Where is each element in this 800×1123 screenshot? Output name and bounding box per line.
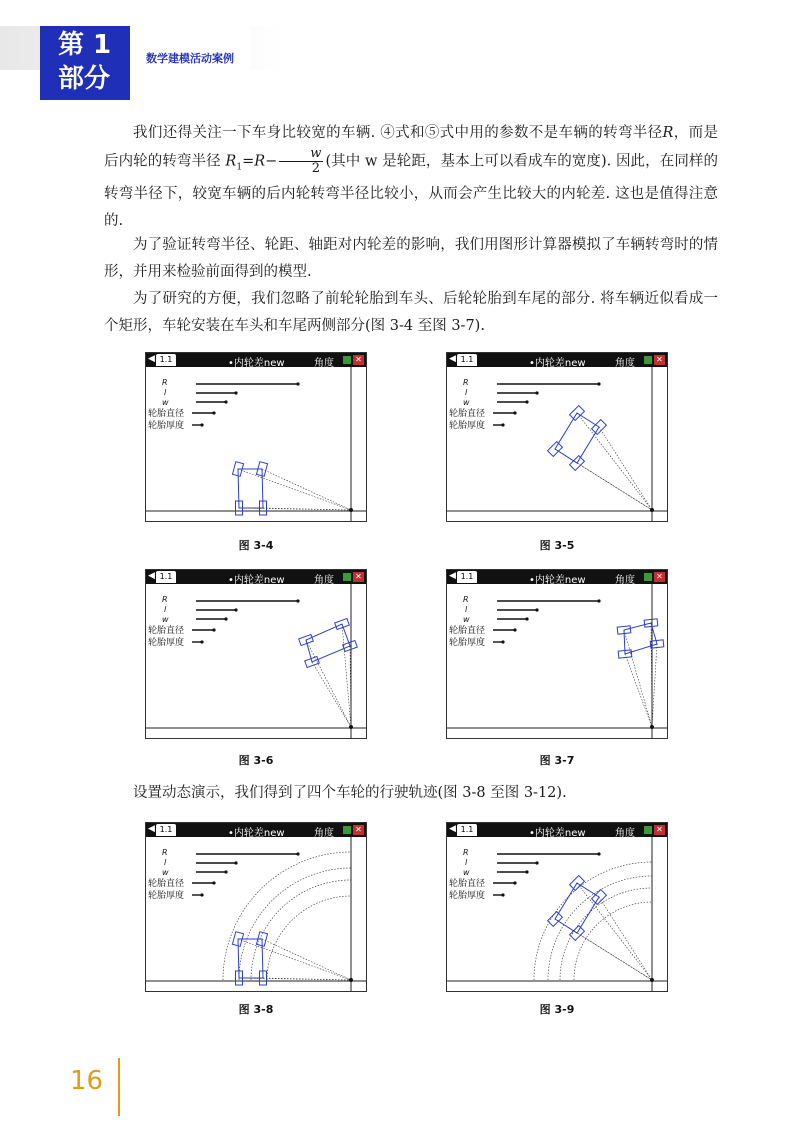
- figure-3: [145, 569, 367, 739]
- calculator-screen: [446, 822, 668, 992]
- document-title: •内轮差new: [529, 575, 586, 586]
- calculator-graph: [447, 584, 668, 739]
- slider-label: w: [162, 615, 169, 624]
- slider-label: l: [465, 858, 468, 867]
- radius-line: [238, 469, 351, 510]
- slider-handle[interactable]: [513, 881, 516, 884]
- back-arrow-icon[interactable]: ◀: [449, 571, 456, 581]
- turning-center: [650, 508, 654, 512]
- turning-center: [650, 978, 654, 982]
- slider-handle[interactable]: [200, 640, 203, 643]
- slider-label: w: [162, 868, 169, 877]
- part-badge-line1: 第 1: [58, 30, 112, 60]
- calculator-titlebar: [447, 823, 667, 837]
- slider-label: 轮胎厚度: [148, 421, 185, 431]
- wheel-trajectory: [223, 852, 351, 980]
- slider-label: R: [463, 848, 469, 857]
- page-tab[interactable]: 1.1: [457, 571, 477, 583]
- fraction-numerator: w: [279, 147, 323, 162]
- p1-text-c: ，而是后内轮的转弯半径: [104, 125, 719, 170]
- slider-handle[interactable]: [597, 382, 600, 385]
- slider-label: 轮胎厚度: [148, 638, 185, 648]
- slider-handle[interactable]: [234, 391, 237, 394]
- close-icon[interactable]: ✕: [654, 825, 665, 835]
- back-arrow-icon[interactable]: ◀: [148, 571, 155, 581]
- paragraph-1: [104, 120, 718, 235]
- wheel-trajectory: [267, 896, 351, 980]
- slider-handle[interactable]: [535, 608, 538, 611]
- paragraph-2: 为了验证转弯半径、轮距、轴距对内轮差的影响，我们用图形计算器模拟了车辆转弯时的情形，并用来检验前面得到的模型.: [104, 237, 718, 280]
- angle-mode: 角度: [615, 358, 635, 369]
- calculator-titlebar: [447, 353, 667, 367]
- back-arrow-icon[interactable]: ◀: [148, 824, 155, 834]
- page-tab[interactable]: 1.1: [457, 354, 477, 366]
- turning-center: [349, 725, 353, 729]
- slider-label: R: [463, 378, 469, 387]
- page-tab[interactable]: 1.1: [156, 824, 176, 836]
- angle-mode: 角度: [314, 828, 334, 839]
- wheel-trajectory: [239, 868, 351, 980]
- radius-line: [577, 883, 652, 980]
- calculator-screen: [145, 569, 367, 739]
- wheel-trajectory: [574, 902, 652, 980]
- back-arrow-icon[interactable]: ◀: [449, 824, 456, 834]
- wheel-trajectory: [560, 888, 652, 980]
- slider-handle[interactable]: [234, 861, 237, 864]
- figure-6: [446, 822, 668, 992]
- document-title: •内轮差new: [228, 358, 285, 369]
- radius-line: [577, 413, 652, 510]
- figure-caption: 图 3-7: [539, 754, 575, 767]
- slider-label: 轮胎厚度: [449, 638, 486, 648]
- slider-handle[interactable]: [200, 423, 203, 426]
- calculator-graph: [146, 837, 367, 992]
- battery-icon: [343, 356, 351, 364]
- slider-handle[interactable]: [296, 382, 299, 385]
- slider-label: 轮胎厚度: [449, 891, 486, 901]
- figure-caption: 图 3-5: [539, 539, 575, 552]
- slider-handle[interactable]: [525, 870, 528, 873]
- car-body: [555, 413, 599, 463]
- document-title: •内轮差new: [228, 575, 285, 586]
- wheel-trajectory: [534, 862, 652, 980]
- p1-sub-1: 1: [236, 162, 243, 173]
- radius-line: [599, 897, 652, 980]
- page-number-divider: [118, 1058, 120, 1116]
- battery-icon: [644, 826, 652, 834]
- radius-line: [312, 662, 351, 727]
- slider-handle[interactable]: [212, 628, 215, 631]
- p1-text-a: 我们还得关注一下车身比较宽的车辆. ④式和⑤式中用的参数不是车辆的转弯半径: [133, 125, 663, 141]
- slider-handle[interactable]: [224, 617, 227, 620]
- slider-handle[interactable]: [525, 617, 528, 620]
- radius-line: [306, 640, 351, 727]
- battery-icon: [343, 826, 351, 834]
- figure-4: [446, 569, 668, 739]
- slider-label: R: [162, 595, 168, 604]
- slider-handle[interactable]: [535, 391, 538, 394]
- figure-2: [446, 352, 668, 522]
- slider-handle[interactable]: [501, 423, 504, 426]
- slider-handle[interactable]: [513, 628, 516, 631]
- slider-handle[interactable]: [212, 881, 215, 884]
- slider-label: w: [463, 868, 470, 877]
- part-badge: [40, 26, 130, 100]
- slider-handle[interactable]: [597, 852, 600, 855]
- back-arrow-icon[interactable]: ◀: [148, 354, 155, 364]
- slider-label: l: [164, 605, 167, 614]
- figure-caption: 图 3-4: [238, 539, 274, 552]
- slider-handle[interactable]: [501, 893, 504, 896]
- slider-handle[interactable]: [597, 599, 600, 602]
- slider-handle[interactable]: [234, 608, 237, 611]
- radius-line: [262, 939, 351, 980]
- formula-fraction: [279, 147, 323, 176]
- slider-handle[interactable]: [212, 411, 215, 414]
- slider-label: w: [463, 398, 470, 407]
- calculator-graph: [447, 367, 668, 522]
- figure-caption: 图 3-8: [238, 1003, 274, 1016]
- slider-label: l: [164, 388, 167, 397]
- angle-mode: 角度: [314, 358, 334, 369]
- page-tab[interactable]: 1.1: [156, 354, 176, 366]
- slider-handle[interactable]: [525, 400, 528, 403]
- slider-handle[interactable]: [200, 893, 203, 896]
- calculator-screen: [145, 352, 367, 522]
- slider-label: l: [465, 605, 468, 614]
- radius-line: [625, 654, 652, 727]
- close-icon[interactable]: ✕: [654, 355, 665, 365]
- calculator-titlebar: [146, 353, 366, 367]
- document-title: •内轮差new: [529, 358, 586, 369]
- wheel-trajectory: [251, 880, 351, 980]
- slider-handle[interactable]: [224, 870, 227, 873]
- slider-handle[interactable]: [296, 599, 299, 602]
- angle-mode: 角度: [314, 575, 334, 586]
- radius-line: [238, 939, 351, 980]
- page-tab[interactable]: 1.1: [156, 571, 176, 583]
- figure-5: [145, 822, 367, 992]
- slider-label: R: [162, 378, 168, 387]
- slider-handle[interactable]: [513, 411, 516, 414]
- calculator-titlebar: [146, 570, 366, 584]
- slider-label: l: [465, 388, 468, 397]
- fraction-denominator: 2: [311, 161, 320, 176]
- calculator-titlebar: [447, 570, 667, 584]
- calculator-graph: [146, 584, 367, 739]
- turning-center: [349, 508, 353, 512]
- slider-label: 轮胎直径: [148, 409, 185, 419]
- battery-icon: [644, 573, 652, 581]
- angle-mode: 角度: [615, 575, 635, 586]
- paragraph-3: 为了研究的方便，我们忽略了前轮轮胎到车头、后轮轮胎到车尾的部分. 将车辆近似看成一个矩形，车轮安装在车头和车尾两侧部分(图 3-4 至图 3-7).: [104, 291, 718, 334]
- radius-line: [624, 630, 652, 727]
- slider-label: 轮胎直径: [148, 879, 185, 889]
- slider-label: 轮胎厚度: [148, 891, 185, 901]
- figure-1: [145, 352, 367, 522]
- slider-label: R: [162, 848, 168, 857]
- document-title: •内轮差new: [529, 828, 586, 839]
- radius-line: [652, 644, 657, 727]
- slider-handle[interactable]: [296, 852, 299, 855]
- p1-var-r: R: [662, 125, 674, 141]
- calculator-screen: [446, 569, 668, 739]
- radius-line: [262, 469, 351, 510]
- slider-handle[interactable]: [535, 861, 538, 864]
- calculator-screen: [145, 822, 367, 992]
- section-subtitle: 数学建模活动案例: [146, 52, 234, 65]
- battery-icon: [343, 573, 351, 581]
- close-icon[interactable]: ✕: [654, 572, 665, 582]
- slider-label: w: [162, 398, 169, 407]
- battery-icon: [644, 356, 652, 364]
- radius-line: [599, 427, 652, 510]
- angle-mode: 角度: [615, 828, 635, 839]
- page-tab[interactable]: 1.1: [457, 824, 477, 836]
- paragraph-4: 设置动态演示，我们得到了四个车轮的行驶轨迹(图 3-8 至图 3-12).: [133, 785, 567, 801]
- slider-label: 轮胎直径: [148, 626, 185, 636]
- radius-line: [342, 624, 351, 727]
- document-title: •内轮差new: [228, 828, 285, 839]
- page-number: 16: [70, 1066, 104, 1096]
- figure-caption: 图 3-9: [539, 1003, 575, 1016]
- slider-label: 轮胎直径: [449, 879, 486, 889]
- calculator-graph: [146, 367, 367, 522]
- calculator-screen: [446, 352, 668, 522]
- calculator-graph: [447, 837, 668, 992]
- p1-var-r1: R: [225, 153, 237, 170]
- figure-caption: 图 3-6: [238, 754, 274, 767]
- slider-label: R: [463, 595, 469, 604]
- slider-label: 轮胎厚度: [449, 421, 486, 431]
- p1-formula-eq: =R−: [242, 153, 278, 170]
- part-badge-line2: 部分: [58, 64, 111, 94]
- p1-text-g: (其中 w 是轮距，基本上可以看成车的宽度). 因此，在同样的转弯半径下，较宽车辆的后内轮转弯半径比较小，从而会产生比较大的内轮差. 这也是值得注意的.: [104, 153, 718, 230]
- turning-center: [650, 725, 654, 729]
- slider-label: l: [164, 858, 167, 867]
- close-icon[interactable]: ✕: [353, 825, 364, 835]
- close-icon[interactable]: ✕: [353, 355, 364, 365]
- slider-label: w: [463, 615, 470, 624]
- slider-label: 轮胎直径: [449, 409, 486, 419]
- radius-line: [263, 508, 351, 510]
- close-icon[interactable]: ✕: [353, 572, 364, 582]
- back-arrow-icon[interactable]: ◀: [449, 354, 456, 364]
- slider-label: 轮胎直径: [449, 626, 486, 636]
- radius-line: [263, 978, 351, 980]
- slider-handle[interactable]: [501, 640, 504, 643]
- calculator-titlebar: [146, 823, 366, 837]
- turning-center: [349, 978, 353, 982]
- wheel-trajectory: [548, 876, 652, 980]
- slider-handle[interactable]: [224, 400, 227, 403]
